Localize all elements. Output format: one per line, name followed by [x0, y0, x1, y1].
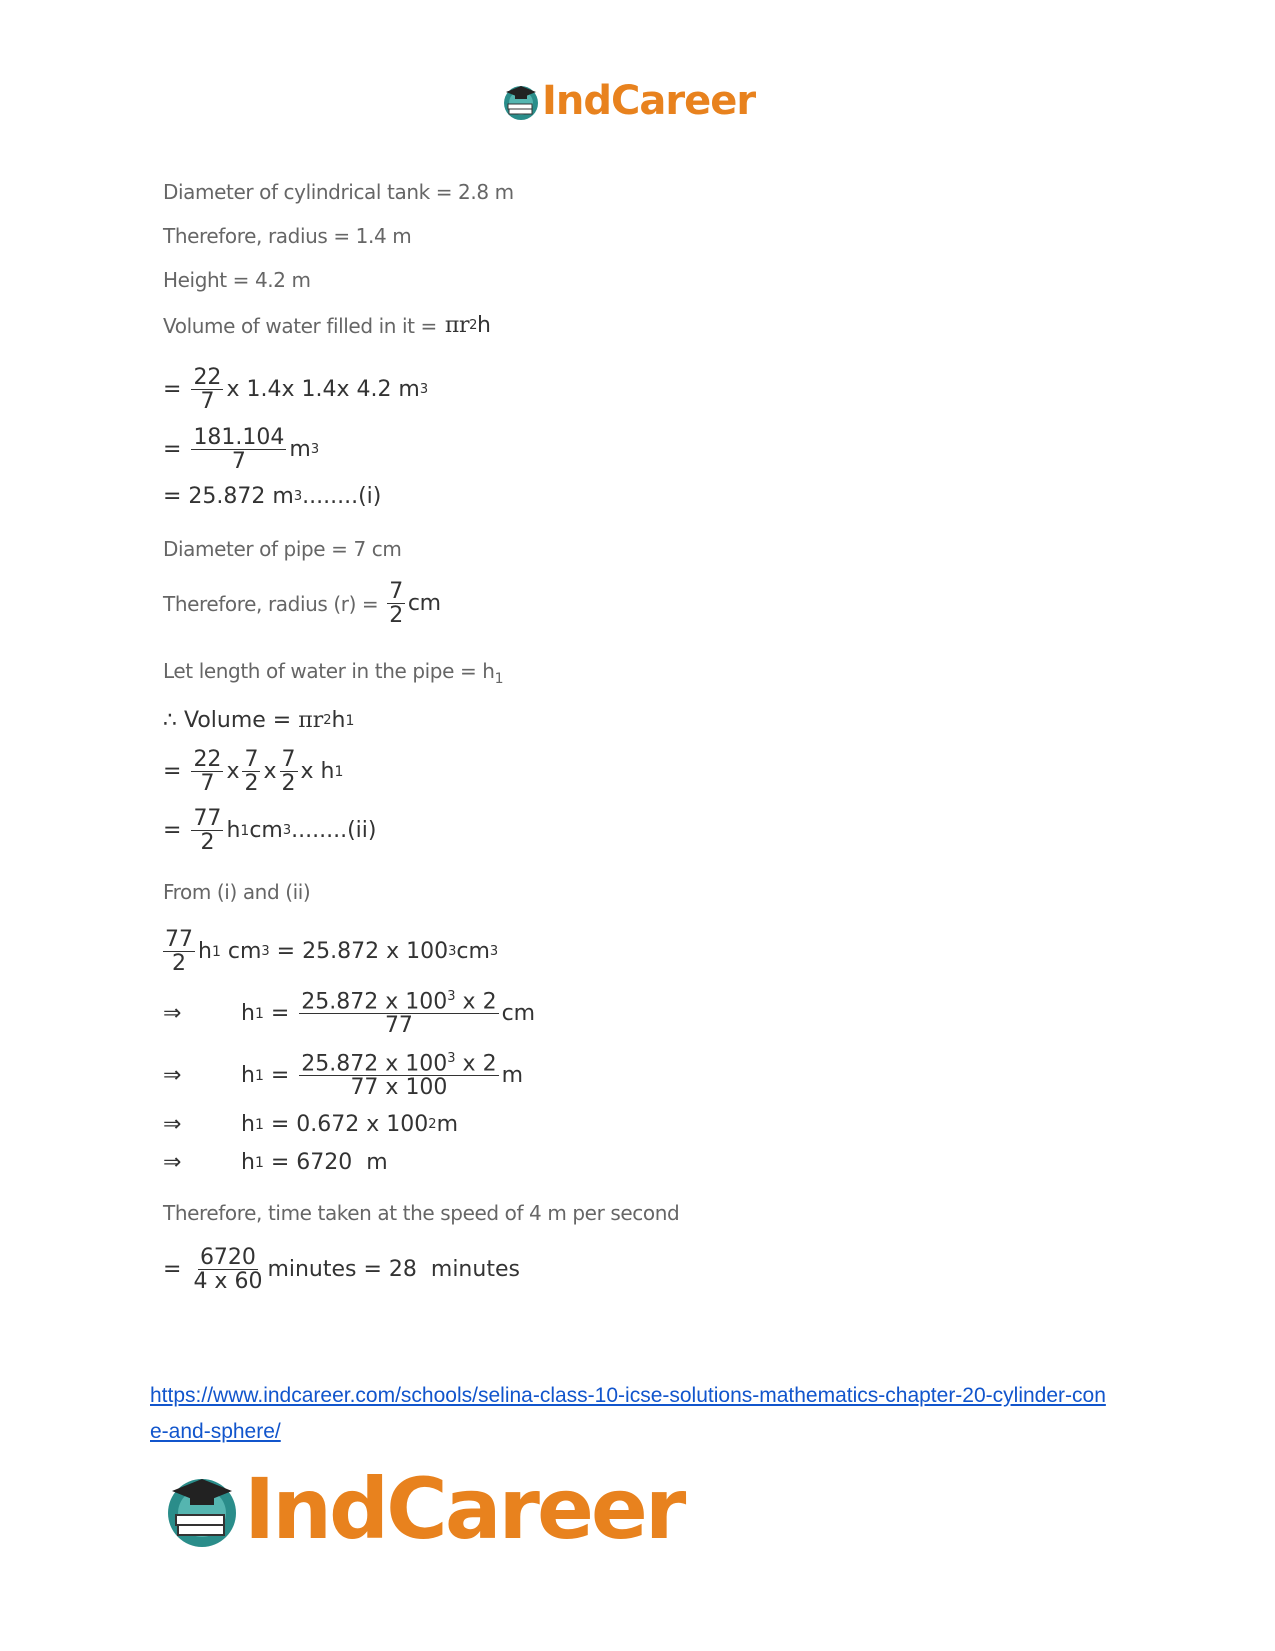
equation-h1-result: ⇒ h 1 = 6720 m — [163, 1150, 388, 1175]
equation-pipe-result: = $\frac{77}{2}$ h 1 cm 3 ........(ii) — [163, 806, 377, 856]
water-length-text: Let length of water in the pipe = h — [163, 659, 495, 683]
time-taken-text: Therefore, time taken at the speed of 4 m per second — [163, 1201, 680, 1225]
volume-intro-text: Volume of water filled in it = — [163, 313, 437, 338]
equation-volume-result: = 25.872 m 3 ........(i) — [163, 484, 382, 509]
tank-diameter-text: Diameter of cylindrical tank = 2.8 m — [163, 180, 514, 204]
equation-pipe-volume: ∴ Volume = πr 2 h 1 — [163, 708, 355, 733]
logo-text: IndCareer — [542, 78, 756, 124]
tank-radius-text: Therefore, radius = 1.4 m — [163, 224, 412, 248]
equation-h1-step3: ⇒ h 1 = 0.672 x 100 2 m — [163, 1112, 458, 1137]
from-text: From (i) and (ii) — [163, 880, 311, 904]
equation-h1-step1: ⇒ h 1 = $\frac{25.872 x 100^3 x 2}{77}$ cm — [163, 989, 536, 1039]
tank-height-text: Height = 4.2 m — [163, 268, 311, 292]
footer-logo — [160, 1460, 683, 1558]
source-link[interactable]: https://www.indcareer.com/schools/selina-class-10-icse-solutions-mathematics-chapter-20-cylinder-cone-and-sphere/ — [150, 1384, 1106, 1443]
graduation-cap-book-icon — [500, 80, 542, 122]
equation-h1-step2: ⇒ h 1 = $\frac{25.872 x 100^3 x 2}{77 x 100}$ m — [163, 1051, 524, 1101]
volume-intro-line — [163, 313, 491, 338]
equation-time-result: = $\frac{6720}{4 x 60}$ minutes = 28 minutes — [163, 1245, 520, 1295]
footer-logo-text: IndCareer — [244, 1460, 684, 1558]
equation-pipe-step1: = $\frac{22}{7}$ x $\frac{7}{2}$ x $\frac{7}{2}$ x h 1 — [163, 747, 344, 797]
equation-volume-step1: = $\frac{22}{7}$ x 1.4x 1.4x 4.2 m 3 — [163, 365, 429, 415]
equation-volume-step2: = $\frac{181.104}{7}$ m 3 — [163, 425, 320, 475]
pipe-radius-text: Therefore, radius (r) = — [163, 591, 379, 616]
water-length-line: Let length of water in the pipe = $h_1$ — [163, 659, 504, 687]
pipe-radius-line: Therefore, radius (r) = $\frac{7}{2}$ cm — [163, 579, 441, 629]
equation-equate: $\frac{77}{2}$ h 1 cm 3 = 25.872 x 100 3 cm 3 — [165, 927, 499, 977]
volume-formula: πr 2 h — [444, 313, 491, 338]
header-logo — [500, 78, 755, 124]
graduation-cap-book-icon — [160, 1467, 244, 1551]
pipe-diameter-text: Diameter of pipe = 7 cm — [163, 537, 402, 561]
